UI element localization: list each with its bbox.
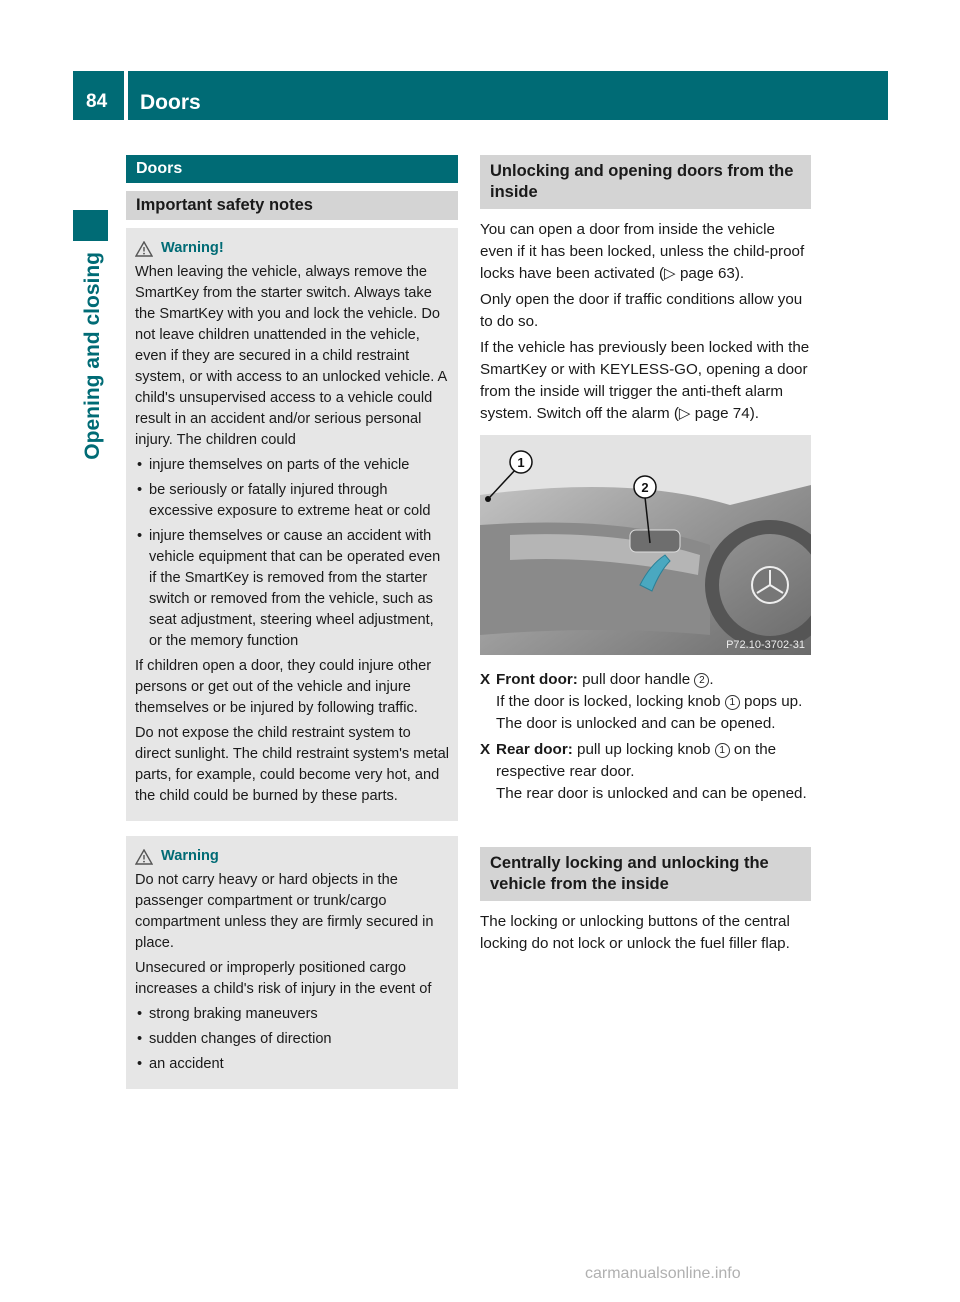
body-text (480, 911, 811, 955)
sidebar-chapter-label: Opening and closing (81, 252, 104, 460)
callout-ref: 1 (715, 743, 730, 758)
section-title-unlocking: Unlocking and opening doors from the inside (480, 155, 811, 209)
warning-box-children (126, 228, 458, 821)
warning-triangle-icon (135, 241, 153, 257)
step-marker: X (480, 671, 491, 688)
instruction-step-front-door: X Front door: pull door handle 2 . If the door is locked, locking knob 1 pops up. The door is unlocked and can be opened. (480, 671, 803, 732)
list-item: • be seriously or fatally injured through excessive exposure to extreme heat or cold (135, 480, 450, 522)
callout-ref: 2 (694, 673, 709, 688)
section-title-central-locking: Centrally locking and unlocking the vehicle from the inside (480, 847, 811, 901)
callout-1: 1 (517, 455, 525, 470)
paragraph: You can open a door from inside the vehicle even if it has been locked, unless the child-proof locks have been activated (▷ page 63). (480, 221, 805, 282)
step-text: pull door handle (582, 671, 691, 688)
sidebar-tab-marker (73, 210, 108, 241)
warning-paragraph: If children open a door, they could injure other persons or get out of the vehicle and injure themselves or be injured by following traffic. (135, 658, 432, 716)
warning-paragraph: When leaving the vehicle, always remove the SmartKey from the starter switch. Always take the SmartKey with you and lock the vehicle. Do not leave children unattended in the vehicle, even if they are secured in a child restraint system, or with access to an unlocked vehicle. A child's unsupervised access to a vehicle could result in an accident and/or serious personal injury. The children could (135, 264, 447, 448)
paragraph: The locking or unlocking buttons of the central locking do not lock or unlock the fuel filler flap. (480, 913, 790, 952)
step-text: pops up. The door is unlocked and can be opened. (496, 693, 803, 732)
step-label: Rear door: (496, 741, 573, 758)
warning-paragraph: Unsecured or improperly positioned cargo increases a child's risk of injury in the event of (135, 960, 432, 997)
sidebar-chapter (81, 252, 111, 552)
list-item: • strong braking maneuvers (135, 1004, 450, 1025)
step-text: If the door is locked, locking knob (496, 693, 721, 710)
step-label: Front door: (496, 671, 578, 688)
callout-2: 2 (641, 480, 649, 495)
image-caption: P72.10-3702-31 (726, 639, 805, 651)
list-item: • an accident (135, 1054, 450, 1075)
left-column (126, 155, 458, 1089)
warning-heading (135, 846, 450, 867)
door-interior-illustration (480, 435, 811, 655)
step-text: The rear door is unlocked and can be opened. (496, 785, 807, 802)
paragraph: Only open the door if traffic conditions allow you to do so. (480, 291, 803, 330)
step-text: pull up locking knob (577, 741, 711, 758)
warning-bullet-list (135, 455, 450, 652)
callout-ref: 1 (725, 695, 740, 710)
section-title-doors: Doors (126, 155, 458, 183)
warning-paragraph: Do not expose the child restraint system to direct sunlight. The child restraint system's metal parts, for example, could become very hot, and the child could be burned by these parts. (135, 725, 449, 804)
step-marker: X (480, 741, 491, 758)
header-title: Doors (140, 91, 201, 114)
list-item: • injure themselves on parts of the vehicle (135, 455, 450, 476)
page-number: 84 (86, 91, 108, 112)
paragraph: If the vehicle has previously been locked with the SmartKey or with KEYLESS-GO, opening a door from the inside will trigger the anti-theft alarm system. Switch off the alarm (▷ page 74). (480, 339, 810, 422)
step-text: on the respective rear door. (496, 741, 777, 780)
warning-heading (135, 238, 450, 259)
warning-triangle-icon (135, 849, 153, 865)
list-item: • sudden changes of direction (135, 1029, 450, 1050)
subsection-title-safety: Important safety notes (126, 191, 458, 220)
warning-title: Warning! (161, 240, 224, 256)
right-column (480, 155, 811, 959)
body-text (480, 219, 811, 425)
door-photo-graphic (480, 435, 811, 655)
warning-box-cargo (126, 836, 458, 1089)
list-item: • injure themselves or cause an accident with vehicle equipment that can be operated even if the SmartKey is removed from the starter switch or removed from the vehicle, such as seat adjustment, steering wheel adjustment, or the memory function (135, 526, 450, 652)
header-divider (124, 71, 128, 120)
instruction-step-rear-door (480, 739, 811, 805)
warning-paragraph: Do not carry heavy or hard objects in the passenger compartment or trunk/cargo compartment unless they are firmly secured in place. (135, 872, 434, 951)
warning-bullet-list (135, 1004, 450, 1075)
footer-watermark[interactable]: carmanualsonline.info (585, 1265, 741, 1282)
warning-title: Warning (161, 848, 219, 864)
